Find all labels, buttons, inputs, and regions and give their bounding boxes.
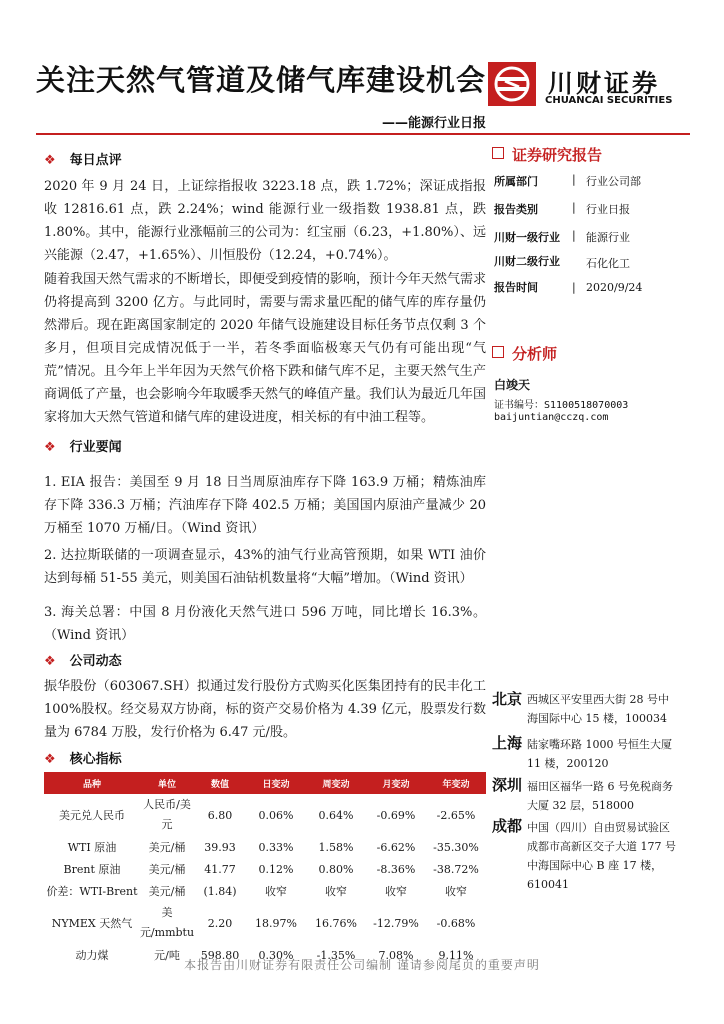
table-cell: Brent 原油 — [63, 863, 121, 876]
info-label: 报告时间 — [494, 281, 538, 294]
section-industry-news — [44, 436, 122, 455]
info-value: 行业公司部 — [586, 175, 641, 188]
info-separator: | — [572, 229, 576, 242]
table-header-cell: 日变动 — [246, 772, 306, 794]
table-cell: 0.33% — [258, 840, 294, 854]
core-data-table — [44, 772, 486, 966]
table-cell: 收窄 — [265, 885, 288, 898]
table-cell: -0.68% — [436, 916, 476, 930]
info-label: 川财二级行业 — [494, 255, 560, 268]
daily-paragraph-2: 随着我国天然气需求的不断增长，即便受到疫情的影响，预计今年天然气需求仍将提高到 3200 亿方。与此同时，需要与需求量匹配的储气库的库存量仍然滞后。现在距离国家制定的 2020 年储气设施建设目标任务节点仅剩 3 个多月，但项目完成情况低于一半，若冬季面临极寒天气仍有可能出现“气荒”情况。且今年上半年因为天然气价格下跌和储气库不足，主要天然气生产商调低了产量，也会影响今年取暖季天然气的峰值产量。我们认为最近几年国家将加大天然气管道和储气库的建设进度，相关标的有中油工程等。 — [44, 272, 487, 425]
table-cell: 美元兑人民币 — [58, 809, 125, 822]
table-header-cell: 单位 — [140, 772, 194, 794]
office-address-chengdu: 中国（四川）自由贸易试验区成都市高新区交子大道 177 号中海国际中心 B 座 17 楼，610041 — [527, 821, 676, 891]
section-daily-comment — [44, 149, 122, 168]
table-header-row — [44, 772, 486, 794]
table-cell: -8.36% — [376, 862, 416, 876]
header-divider — [36, 133, 690, 135]
table-cell: 6.80 — [207, 808, 233, 822]
table-cell: 41.77 — [204, 862, 236, 876]
office-address-beijing: 西城区平安里西大街 28 号中海国际中心 15 楼，100034 — [527, 693, 669, 725]
table-cell: -35.30% — [433, 840, 479, 854]
section-core-data — [44, 748, 122, 767]
office-address-shenzhen: 福田区福华一路 6 号免税商务大厦 32 层，518000 — [527, 780, 673, 812]
table-cell: WTI 原油 — [67, 841, 117, 854]
table-cell: -0.69% — [376, 808, 416, 822]
analyst-name: 白竣天 — [494, 378, 531, 392]
daily-paragraph-1: 2020 年 9 月 24 日，上证综指报收 3223.18 点，跌 1.72%；深证成指报收 12816.61 点，跌 2.24%；wind 能源行业一级指数 1938.81 点，跌 1.80%。其中，能源行业涨幅前三的公司为：红宝丽（6.23，+1.80%）、远兴能源（2.47，+1.65%）、川恒股份（12.24，+0.74%）。 — [44, 179, 486, 263]
table-cell: -6.62% — [376, 840, 416, 854]
table-cell: 0.64% — [318, 808, 354, 822]
table-cell: 收窄 — [325, 885, 347, 898]
table-cell: 18.97% — [255, 916, 297, 930]
office-city-chengdu: 成都 — [492, 817, 523, 835]
table-cell: 7.08% — [378, 948, 414, 962]
report-subtitle: ——能源行业日报 — [382, 116, 487, 131]
table-cell: -12.79% — [373, 916, 419, 930]
table-row — [44, 794, 486, 836]
analyst-heading — [492, 343, 557, 364]
table-row — [44, 902, 486, 944]
section-title: 行业要闻 — [69, 440, 122, 455]
office-city-shenzhen: 深圳 — [492, 776, 523, 794]
table-cell: -2.65% — [436, 808, 476, 822]
table-header-cell: 月变动 — [366, 772, 426, 794]
info-label: 报告类别 — [494, 203, 538, 216]
table-header-cell: 品种 — [44, 772, 140, 794]
table-cell: 收窄 — [444, 885, 467, 898]
info-value: 能源行业 — [586, 231, 630, 244]
logo-text-en: CHUANCAI SECURITIES — [545, 95, 673, 106]
table-cell: 2.20 — [207, 916, 233, 930]
diamond-bullet-icon: ❖ — [44, 153, 56, 168]
section-title: 每日点评 — [69, 153, 122, 168]
report-title: 关注天然气管道及储气库建设机会 — [36, 63, 487, 97]
table-cell: 0.06% — [258, 808, 294, 822]
analyst-certificate: 证书编号：S1100518070003 — [494, 400, 629, 411]
news-item: 3. 海关总署：中国 8 月份液化天然气进口 596 万吨，同比增长 16.3%。（Wind 资讯） — [44, 605, 486, 643]
info-value: 行业日报 — [586, 203, 630, 216]
table-header-cell: 年变动 — [426, 772, 486, 794]
table-cell: 0.80% — [318, 862, 354, 876]
table-row — [44, 880, 486, 902]
report-info-heading — [492, 144, 602, 165]
table-cell: 价差：WTI-Brent — [46, 885, 138, 898]
chuancai-logo-icon — [488, 62, 536, 106]
table-cell: 美元/mmbtu — [139, 906, 195, 939]
table-cell: 美元/桶 — [148, 863, 186, 876]
footer-disclaimer: 本报告由川财证券有限责任公司编制 谨请参阅尾页的重要声明 — [184, 958, 540, 972]
table-row — [44, 836, 486, 858]
table-cell: 0.12% — [258, 862, 294, 876]
table-cell: 美元/桶 — [148, 841, 186, 854]
heading-text: 分析师 — [512, 345, 558, 363]
info-separator: | — [572, 281, 576, 294]
analyst-email[interactable]: baijuntian@cczq.com — [494, 412, 609, 423]
office-address-shanghai: 陆家嘴环路 1000 号恒生大厦 11 楼，200120 — [527, 738, 672, 770]
info-separator: | — [572, 173, 576, 186]
table-header-cell: 周变动 — [306, 772, 366, 794]
section-company-news — [44, 650, 122, 669]
table-cell: 16.76% — [315, 916, 357, 930]
table-cell: 1.58% — [318, 840, 354, 854]
table-cell: 9.11% — [438, 948, 474, 962]
table-cell: 动力煤 — [75, 949, 109, 962]
office-city-shanghai: 上海 — [492, 734, 523, 752]
info-label: 所属部门 — [494, 175, 538, 188]
checkbox-square-icon — [492, 147, 504, 159]
table-cell: 0.30% — [258, 948, 294, 962]
logo-text-cn: 川财证券 — [548, 69, 661, 98]
table-cell: -38.72% — [433, 862, 479, 876]
company-paragraph: 振华股份（603067.SH）拟通过发行股份方式购买化医集团持有的民丰化工 100%股权。经交易双方协商，标的资产交易价格为 4.39 亿元，股票发行数量为 6784 万股，发行价格为 6.47 元/股。 — [44, 679, 486, 740]
table-cell: 598.80 — [200, 948, 240, 962]
diamond-bullet-icon: ❖ — [44, 440, 56, 455]
table-cell: 收窄 — [384, 885, 407, 898]
heading-text: 证券研究报告 — [512, 146, 603, 164]
table-cell: 人民币/美元 — [143, 798, 191, 831]
info-label: 川财一级行业 — [494, 231, 560, 244]
office-city-beijing: 北京 — [492, 690, 523, 708]
table-cell: (1.84) — [203, 884, 237, 898]
diamond-bullet-icon: ❖ — [44, 752, 56, 767]
table-cell: 元/吨 — [154, 949, 180, 962]
checkbox-square-icon — [492, 346, 504, 358]
news-item: 2. 达拉斯联储的一项调查显示，43%的油气行业高管预期，如果 WTI 油价达到每桶 51-55 美元，则美国石油钻机数量将“大幅”增加。（Wind 资讯） — [44, 548, 486, 586]
table-cell: 39.93 — [204, 840, 236, 854]
info-value: 石化化工 — [586, 257, 630, 270]
table-cell: -1.35% — [316, 948, 356, 962]
table-cell: NYMEX 天然气 — [51, 917, 133, 930]
section-title: 核心指标 — [69, 752, 122, 767]
info-separator: | — [572, 201, 576, 214]
section-title: 公司动态 — [69, 654, 122, 669]
table-row — [44, 858, 486, 880]
table-cell: 美元/桶 — [148, 885, 186, 898]
table-header-cell: 数值 — [194, 772, 246, 794]
info-value: 2020/9/24 — [586, 281, 643, 294]
news-item: 1. EIA 报告：美国至 9 月 18 日当周原油库存下降 163.9 万桶；精炼油库存下降 336.3 万桶；汽油库存下降 402.5 万桶；美国国内原油产量减少 20 万桶至 1070 万桶/日。（Wind 资讯） — [44, 475, 486, 536]
diamond-bullet-icon: ❖ — [44, 654, 56, 669]
